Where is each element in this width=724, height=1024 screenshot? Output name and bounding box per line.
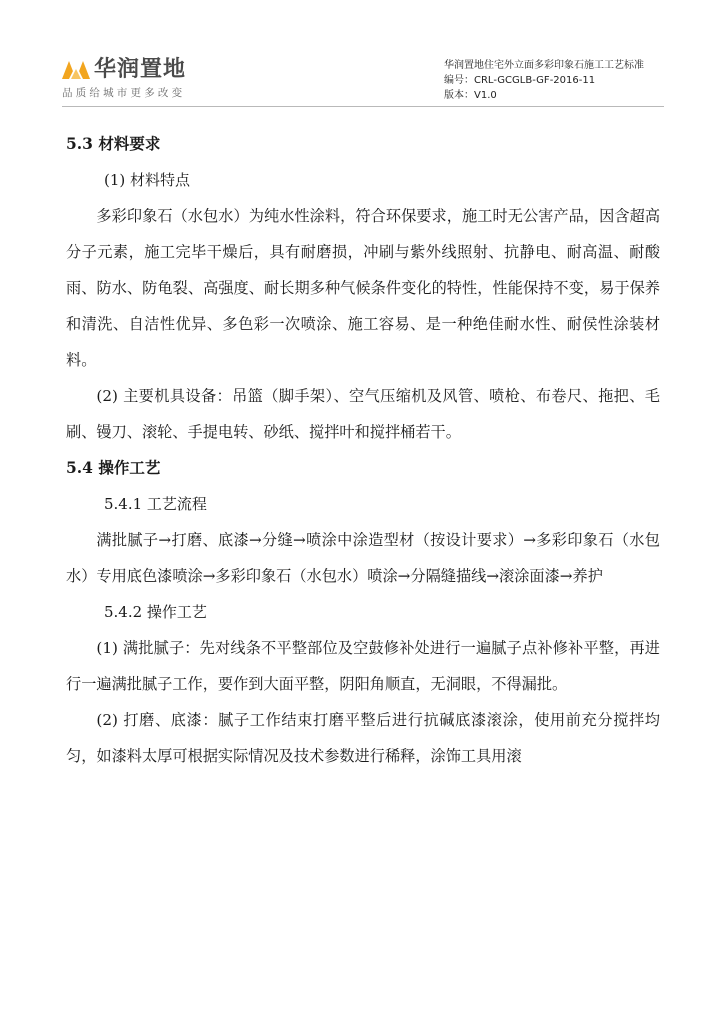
paragraph-putty: (1) 满批腻子：先对线条不平整部位及空鼓修补处进行一遍腻子点补修补平整，再进行一遍满批腻子工作，要作到大面平整，阴阳角顺直，无洞眼，不得漏批。 <box>66 639 660 693</box>
document-title: 华润置地住宅外立面多彩印象石施工工艺标准 <box>444 60 644 71</box>
section-heading-5-3: 5.3 材料要求 <box>66 134 161 153</box>
paragraph-process-flow: 满批腻子→打磨、底漆→分缝→喷涂中涂造型材（按设计要求）→多彩印象石（水包水）专用底色漆喷涂→多彩印象石（水包水）喷涂→分隔缝描线→滚涂面漆→养护 <box>66 531 660 585</box>
document-number: 编号：CRL-GCGLB-GF-2016-11 <box>444 75 596 86</box>
paragraph-equipment: (2) 主要机具设备：吊篮（脚手架）、空气压缩机及风管、喷枪、布卷尺、拖把、毛刷、镘刀、滚轮、手提电转、砂纸、搅拌叶和搅拌桶若干。 <box>66 387 660 441</box>
section-heading-5-4: 5.4 操作工艺 <box>66 458 161 477</box>
brand-name: 华润置地 <box>94 57 187 82</box>
subheading-material-features: (1) 材料特点 <box>104 171 191 189</box>
page-header <box>0 0 724 110</box>
paragraph-primer: (2) 打磨、底漆：腻子工作结束打磨平整后进行抗碱底漆滚涂，使用前充分搅拌均匀，如漆料太厚可根据实际情况及技术参数进行稀释，涂饰工具用滚 <box>66 711 660 765</box>
subheading-process-flow: 5.4.1 工艺流程 <box>104 495 207 513</box>
document-meta <box>444 58 644 103</box>
document-version: 版本：V1.0 <box>444 90 497 101</box>
company-logo <box>62 52 212 102</box>
paragraph-material-features: 多彩印象石（水包水）为纯水性涂料，符合环保要求，施工时无公害产品，因含超高分子元素，施工完毕干燥后，具有耐磨损，冲刷与紫外线照射、抗静电、耐高温、耐酸雨、防水、防龟裂、高强度、耐长期多种气候条件变化的特性，性能保持不变，易于保养和清洗、自洁性优异、多色彩一次喷涂、施工容易、是一种绝佳耐水性、耐侯性涂装材料。 <box>66 207 660 369</box>
header-divider <box>62 106 664 107</box>
brand-slogan: 品质给城市更多改变 <box>62 87 186 99</box>
document-body <box>66 126 660 774</box>
logo-mark-icon <box>62 55 90 79</box>
subheading-operation: 5.4.2 操作工艺 <box>104 603 207 621</box>
